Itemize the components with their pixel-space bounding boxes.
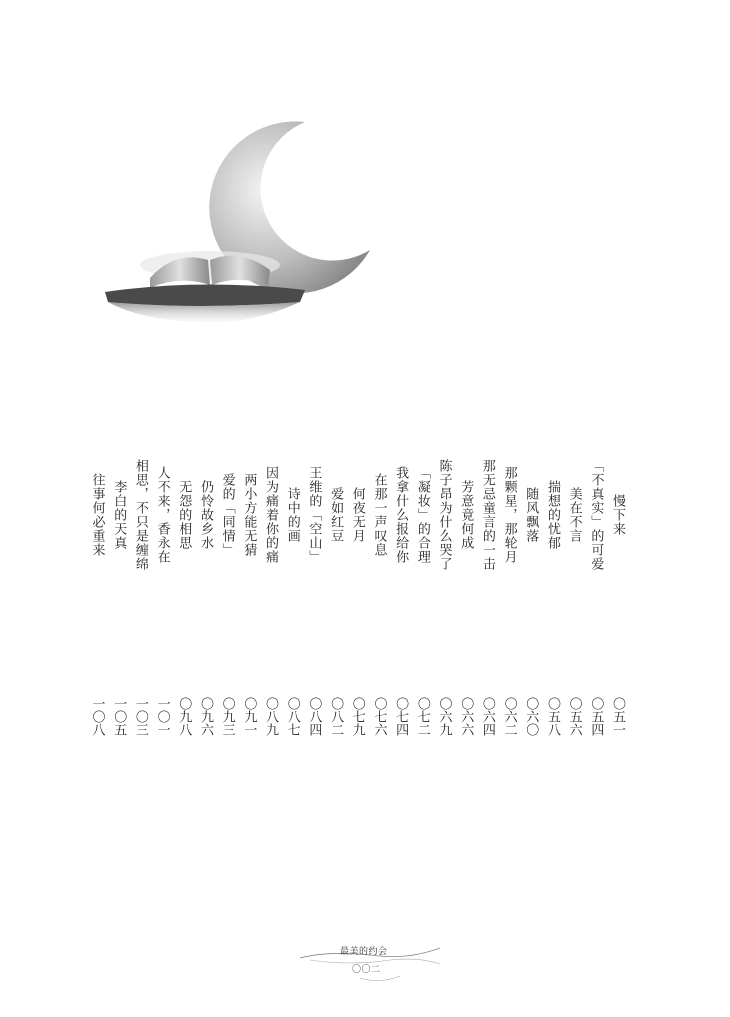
toc-entry-page: 〇七九 [349,697,365,736]
moon-book-illustration [100,110,390,340]
footer-book-title: 最美的约会 [340,947,388,957]
toc-entry-page: 一〇五 [111,697,127,736]
toc-entry-title: 两小方能无猜 [241,473,257,557]
toc-entry-page: 〇八九 [263,697,278,736]
toc-entry-title: 相思，不只是缠绵 [132,459,148,571]
toc-entry-page: 一〇三 [132,697,148,736]
toc-entry-title: 李白的天真 [111,480,127,550]
toc-entry-page: 〇八七 [284,697,300,736]
toc-entry-title: 往事何必重来 [89,473,105,557]
toc-entry-page: 〇八四 [306,697,322,736]
toc-entry-page: 〇八二 [328,697,344,736]
toc-page-column [86,697,628,757]
toc-entry-title: 随风飘落 [523,487,539,543]
page-footer [290,930,450,990]
toc-entry-page: 〇六四 [479,697,495,736]
toc-entry-title: 王维的「空山」 [306,466,322,564]
toc-entry-title: 何夜无月 [349,487,365,543]
toc-entry-title: 我拿什么报给你 [393,466,409,564]
toc-entry-title: 人不来，香永在 [154,466,170,564]
toc-entry-page: 〇七二 [414,697,430,736]
toc-entry-title: 那无忌童言的一击 [479,459,495,571]
toc-entry-title: 在那一声叹息 [371,473,387,557]
toc-entry-page: 〇六二 [501,697,517,736]
toc-entry-page: 〇九三 [219,697,235,736]
toc-entry-page: 〇九八 [176,697,192,736]
toc-entry-page: 〇六六 [458,697,474,736]
toc-entry-page: 一〇八 [89,697,105,736]
footer-ornament [290,930,450,990]
toc-entry-page: 〇九一 [241,697,257,736]
toc-entry-page: 〇七六 [371,697,387,736]
page-number: 〇〇二 [352,965,381,975]
toc-entry-page: 〇五一 [610,697,625,736]
toc-entry-page: 〇六〇 [523,697,539,736]
toc-entry-page: 〇五四 [588,697,604,736]
toc-entry-title: 慢下来 [610,494,625,536]
toc-entry-title: 芳意竟何成 [458,480,474,550]
toc-entry-title: 「不真实」的可爱 [588,459,604,571]
toc-entry-page: 〇五八 [544,697,560,736]
toc-entry-title: 那颗星，那轮月 [501,466,517,564]
toc-entry-page: 〇五六 [566,697,582,736]
toc-entry-title: 无怨的相思 [176,480,192,550]
toc-title-column [86,425,628,605]
toc-entry-title: 爱的「同情」 [219,473,235,557]
toc-entry-title: 因为痛着你的痛 [263,466,278,564]
toc-entry-title: 美在不言 [566,487,582,543]
toc-entry-title: 揣想的忧郁 [544,480,560,550]
toc-entry-title: 诗中的画 [284,487,300,543]
toc-entry-title: 「凝妆」的合理 [414,466,430,564]
toc-entry-page: 〇六九 [436,697,452,736]
toc-entry-title: 爱如红豆 [328,487,344,543]
toc-entry-title: 陈子昂为什么哭了 [436,459,452,571]
toc-entry-page: 一〇一 [154,697,170,736]
toc-entry-page: 〇九六 [197,697,213,736]
toc-entry-page: 〇七四 [393,697,409,736]
toc-entry-title: 仍怜故乡水 [197,480,213,550]
